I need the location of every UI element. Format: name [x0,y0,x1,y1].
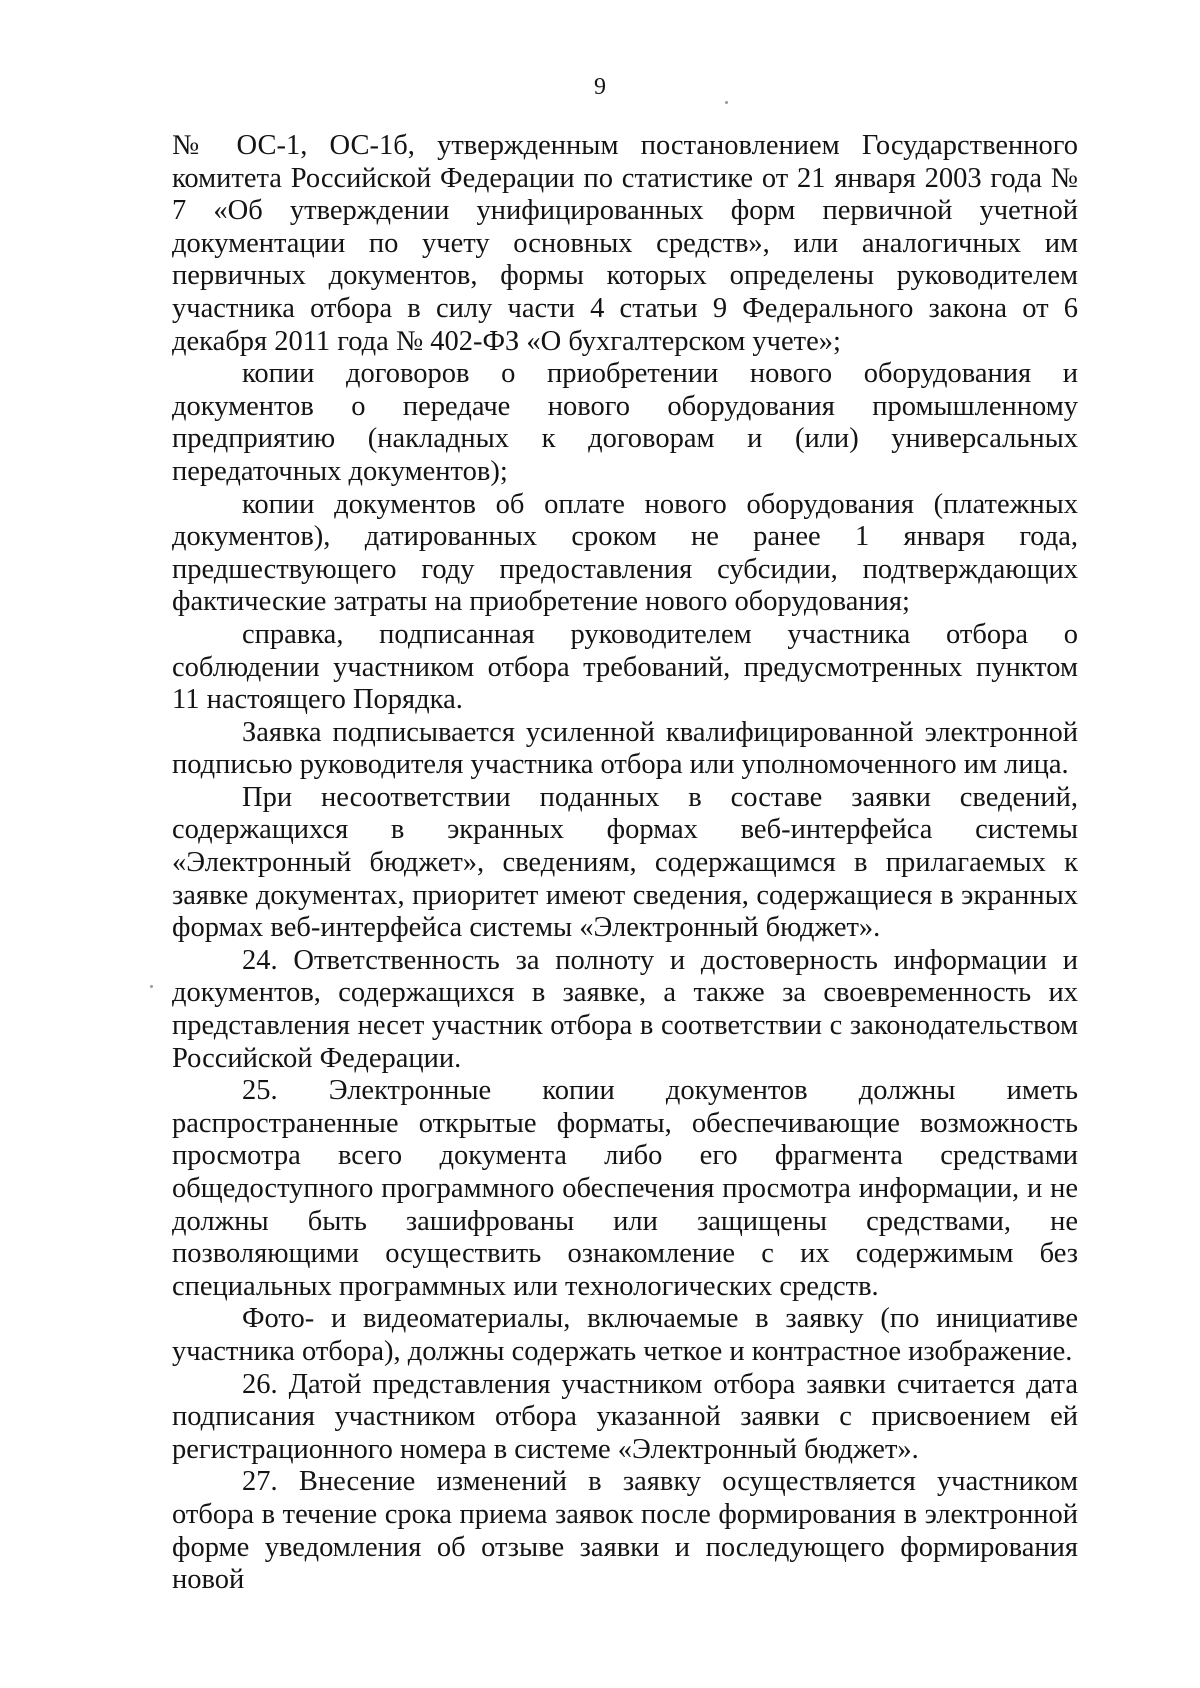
paragraph-item-25: 25. Электронные копии документов должны иметь распространенные открытые форматы, обеспечивающие возможность просмотра всего документа либо его фрагмента средствами общедоступного программного обеспечения просмотра информации, и не должны быть зашифрованы или защищены средствами, не позволяющими осуществить ознакомление с их содержимым без специальных программных или технологических средств. [172,1075,1078,1302]
paragraph-photo-video: Фото- и видеоматериалы, включаемые в заявку (по инициативе участника отбора), должны содержать четкое и контрастное изображение. [172,1303,1078,1367]
paragraph-certificate: справка, подписанная руководителем участника отбора о соблюдении участником отбора требований, предусмотренных пунктом 11 настоящего Порядка. [172,618,1078,716]
paragraph-signature: Заявка подписывается усиленной квалифицированной электронной подписью руководителя участника отбора или уполномоченного им лица. [172,716,1078,781]
paragraph-equipment-contracts: копии договоров о приобретении нового оборудования и документов о передаче нового оборудования промышленному предприятию (накладных к договорам и (или) универсальных передаточных документов); [172,358,1078,487]
page-number: 9 [594,74,606,100]
scan-speck [150,985,153,988]
scan-speck [725,101,728,104]
paragraph-priority: При несоответствии поданных в составе заявки сведений, содержащихся в экранных формах веб-интерфейса системы «Электронный бюджет», сведениям, содержащимся в прилагаемых к заявке документах, приоритет имеют сведения, содержащиеся в экранных формах веб-интерфейса системы «Электронный бюджет». [172,781,1078,944]
paragraph-payment-documents: копии документов об оплате нового оборудования (платежных документов), датированных сроком не ранее 1 января года, предшествующего году предоставления субсидии, подтверждающих фактические затраты на приобретение нового оборудования; [172,488,1078,618]
paragraph-forms-os: № ОС-1, ОС-1б, утвержденным постановлением Государственного комитета Российской Федерации по статистике от 21 января 2003 года № 7 «Об утверждении унифицированных форм первичной учетной документации по учету основных средств», или аналогичных им первичных документов, формы которых определены руководителем участника отбора в силу части 4 статьи 9 Федерального закона от 6 декабря 2011 года № 402-ФЗ «О бухгалтерском учете»; [172,130,1078,357]
paragraph-item-27: 27. Внесение изменений в заявку осуществляется участником отбора в течение срока приема заявок после формирования в электронной форме уведомления об отзыве заявки и последующего формирования новой [172,1466,1078,1596]
paragraph-item-24: 24. Ответственность за полноту и достоверность информации и документов, содержащихся в заявке, а также за своевременность их представления несет участник отбора в соответствии с законодательством Российской Федерации. [172,944,1078,1074]
paragraph-item-26: 26. Датой представления участником отбора заявки считается дата подписания участником отбора указанной заявки с присвоением ей регистрационного номера в системе «Электронный бюджет». [172,1368,1078,1465]
document-body [172,130,1078,1597]
